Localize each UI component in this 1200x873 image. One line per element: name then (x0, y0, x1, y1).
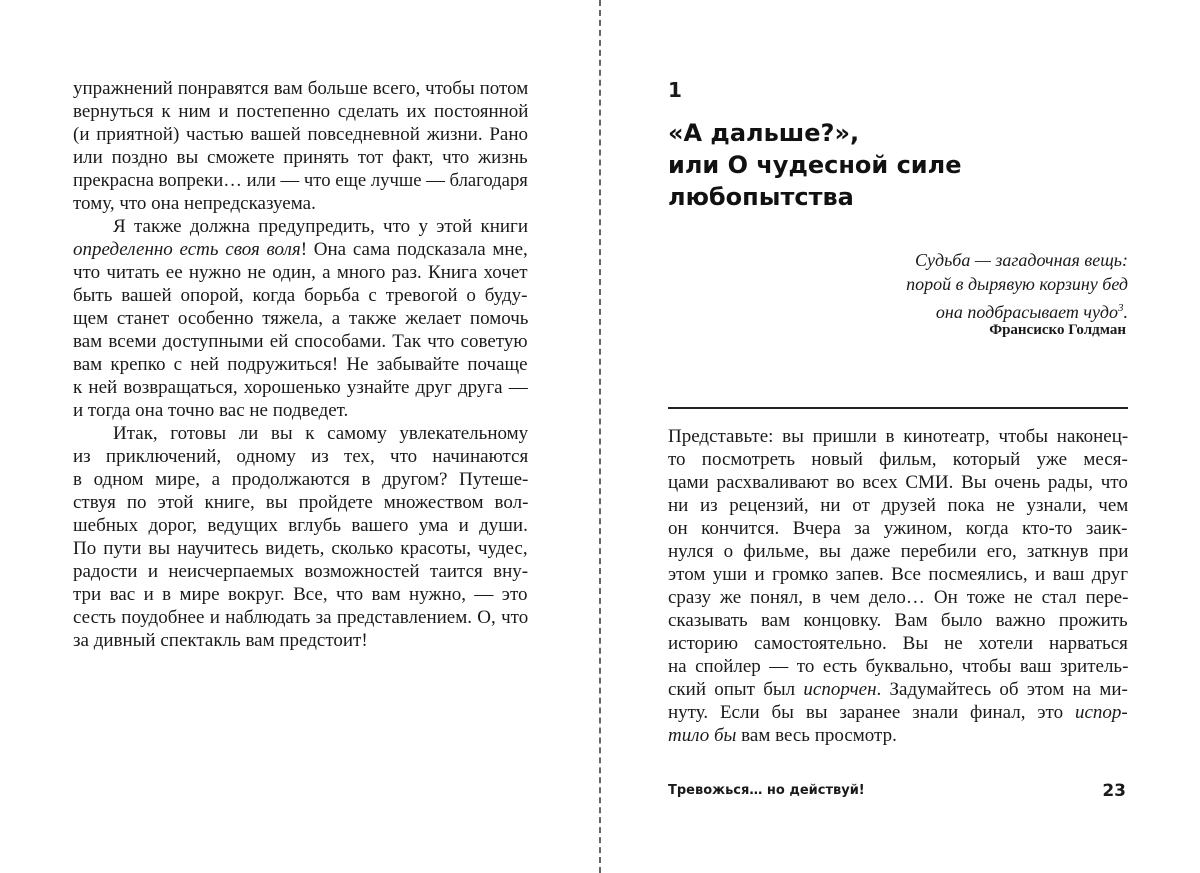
left-line-18: в одном мире, а продолжаются в другом? Путеше- (73, 469, 529, 490)
left-line-7: Я также должна предупредить, что у этой книги (113, 216, 528, 237)
left-line-22: радости и неисчерпаемых возможностей таится вну- (73, 561, 529, 582)
right-line-12-italic: испорчен (803, 679, 877, 700)
section-rule (668, 407, 1128, 409)
epigraph-author: Франсиско Голдман (989, 322, 1126, 338)
left-line-24: сесть поудобнее и наблюдать за представлением. О, что (73, 607, 529, 628)
right-line-12 (668, 678, 1128, 701)
epigraph-line-3-text: она подбрасывает чудо (935, 302, 1118, 322)
left-line-16: Итак, готовы ли вы к самому увлекательному (113, 423, 529, 444)
left-line-8-italic: определенно есть своя воля (73, 239, 301, 260)
left-line-8-rest: ! Она сама подсказала мне, (300, 239, 528, 260)
chapter-title (668, 117, 961, 213)
epigraph-line-3 (936, 296, 1128, 324)
left-line-9: что читать ее нужно не один, а много раз. Книга хочет (73, 262, 528, 283)
right-line-6: нулся о фильме, вы даже перебили его, заткнув при (668, 541, 1129, 562)
left-line-2: вернуться к ним и постепенно сделать их постоянной (73, 101, 529, 122)
right-line-7: этом уши и громко запев. Все посмеялись, и ваш друг (668, 564, 1129, 585)
right-line-12-a: ский опыт был (668, 679, 804, 700)
chapter-number: 1 (668, 78, 682, 102)
right-line-9: сказывать вам концовку. Вам было важно прожить (668, 610, 1128, 631)
right-line-14-italic: тило бы (668, 725, 737, 746)
epigraph-line-1: Судьба — загадочная вещь: (915, 250, 1128, 270)
right-line-13-text: нуту. Если бы вы заранее знали финал, это (668, 702, 1064, 723)
right-line-2: то посмотреть новый фильм, который уже меся- (668, 449, 1128, 470)
epigraph-line-3-end: . (1123, 302, 1128, 322)
left-line-17: из приключений, одному из тех, что начинаются (73, 446, 529, 467)
chapter-title-line-1: «А дальше?», (668, 119, 860, 147)
left-line-23: три вас и в мире вокруг. Все, что вам нужно, — это (73, 584, 528, 605)
left-line-10: быть вашей опорой, когда борьба с тревогой о буду- (73, 285, 528, 306)
right-line-11: на спойлер — то есть буквально, чтобы ваш зритель- (668, 656, 1129, 677)
right-line-14-rest: вам весь просмотр. (736, 725, 897, 746)
right-line-4: ни из рецензий, ни от друзей пока не узнали, чем (668, 495, 1129, 516)
left-line-14: к ней возвращаться, хорошенько узнайте друг друга — (73, 377, 528, 398)
left-line-4: или поздно вы сможете принять тот факт, что жизнь (73, 147, 528, 168)
right-line-14 (668, 724, 897, 747)
left-line-25: за дивный спектакль вам предстоит! (73, 630, 368, 651)
page-number: 23 (1102, 781, 1126, 801)
right-line-13 (668, 701, 1128, 724)
left-line-11: щем станет особенно тяжела, а также желает помочь (73, 308, 529, 329)
right-line-12-b: . Задумайтесь об этом на ми- (876, 679, 1128, 700)
right-line-13-italic: испор- (1074, 702, 1128, 723)
running-footer-title: Тревожься… но действуй! (668, 783, 865, 798)
left-line-5: прекрасна вопреки… или — что еще лучше — благодаря (73, 170, 528, 191)
left-line-8 (73, 238, 528, 261)
left-line-3: (и приятной) частью вашей повседневной жизни. Рано (73, 124, 529, 145)
left-line-12: вам всеми доступными ей способами. Так что советую (73, 331, 528, 352)
right-line-1: Представьте: вы пришли в кинотеатр, чтобы наконец- (668, 426, 1129, 447)
left-line-19: ствуя по этой книге, вы пройдете множеством вол- (73, 492, 529, 513)
left-line-1: упражнений понравятся вам больше всего, чтобы потом (73, 78, 529, 99)
right-line-5: он кончится. Вчера за ужином, когда кто-то заик- (668, 518, 1128, 539)
right-page (602, 0, 1200, 873)
left-line-20: шебных дорог, ведущих вглубь вашего ума и души. (73, 515, 528, 536)
left-line-21: По пути вы научитесь видеть, сколько красоты, чудес, (73, 538, 528, 559)
epigraph-line-2: порой в дырявую корзину бед (906, 274, 1128, 294)
epigraph-footnote-mark: 3 (1118, 302, 1124, 314)
right-line-8: сразу же понял, в чем дело… Он тоже не стал пере- (668, 587, 1129, 608)
right-line-10: историю самостоятельно. Вы не хотели нарваться (668, 633, 1128, 654)
left-line-13: вам крепко с ней подружиться! Не забывайте почаще (73, 354, 528, 375)
left-line-15: и тогда она точно вас не подведет. (73, 400, 349, 421)
chapter-title-line-2: или О чудесной силе (668, 151, 962, 179)
left-line-6: тому, что она непредсказуема. (73, 193, 316, 214)
page-fold-divider (599, 0, 601, 873)
chapter-title-line-3: любопытства (668, 183, 854, 211)
right-line-3: цами расхваливают во всех СМИ. Вы очень рады, что (668, 472, 1128, 493)
